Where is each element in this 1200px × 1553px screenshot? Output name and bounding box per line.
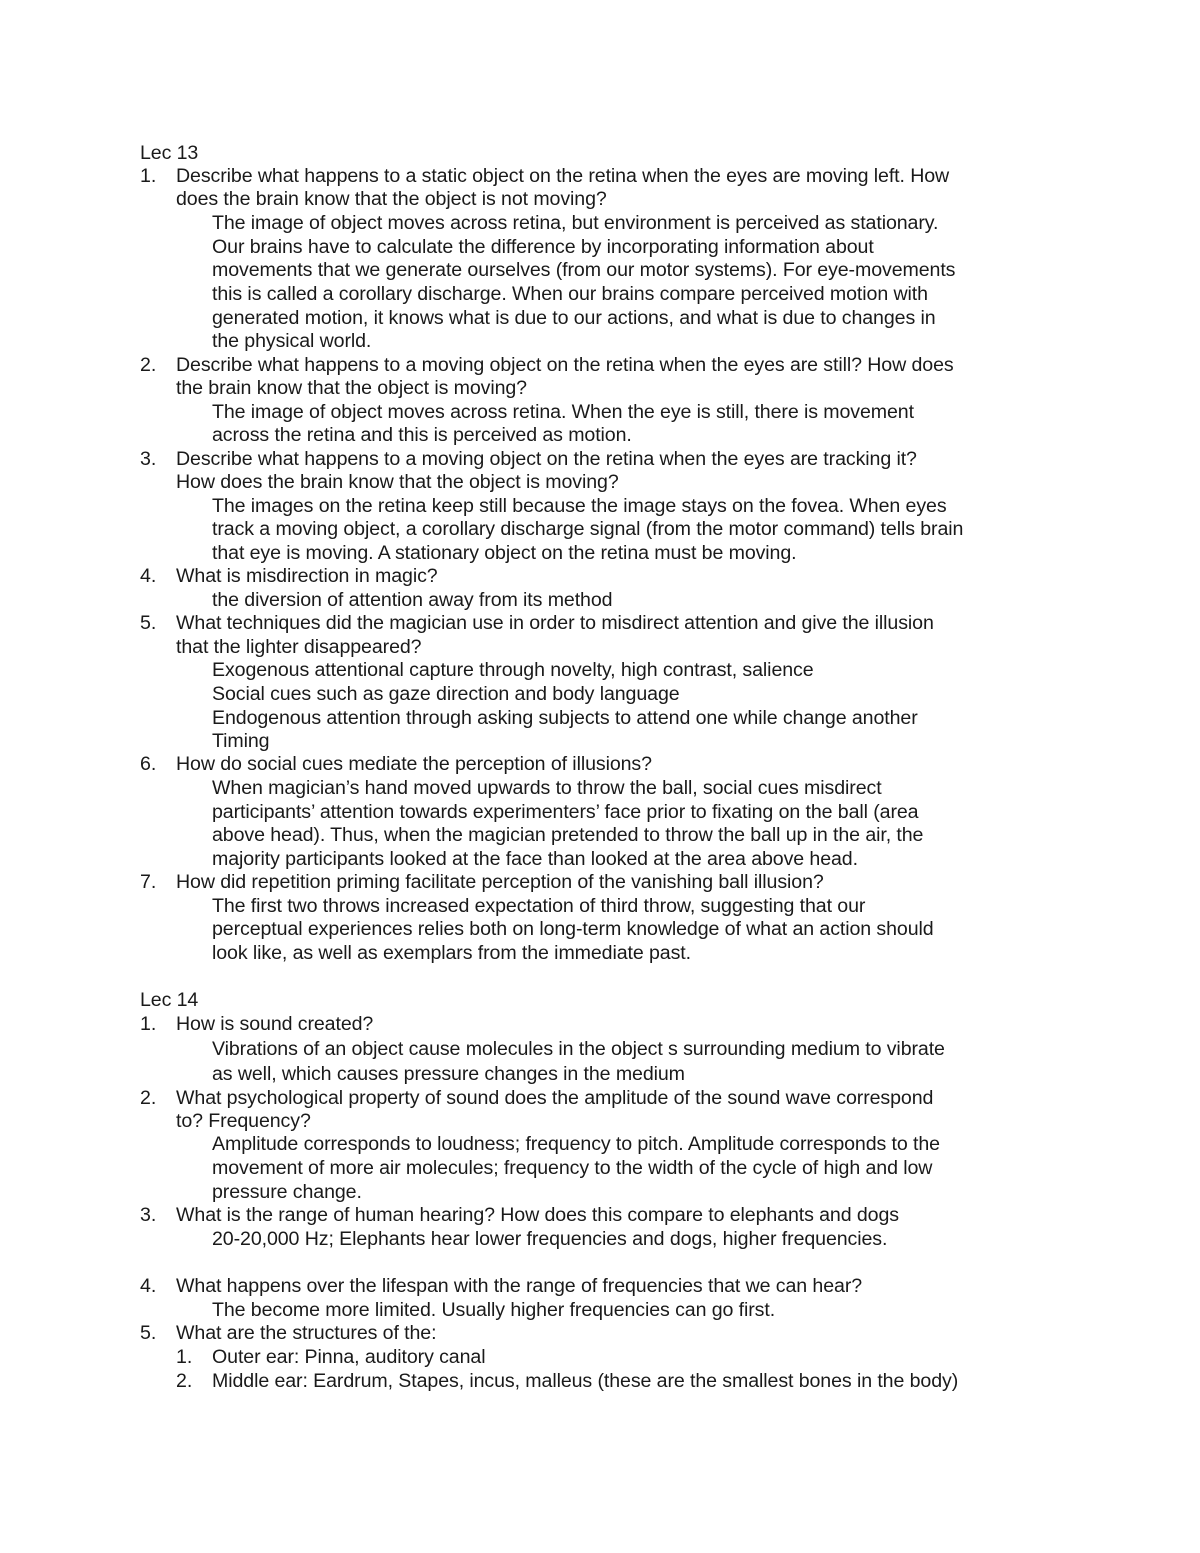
answer-line: that eye is moving. A stationary object on the retina must be moving. [212, 542, 797, 564]
question-line: that the lighter disappeared? [176, 636, 422, 658]
answer-line: Amplitude corresponds to loudness; frequency to pitch. Amplitude corresponds to the [212, 1133, 940, 1155]
question-line: What are the structures of the: [176, 1322, 437, 1344]
answer-line: movements that we generate ourselves (from our motor systems). For eye-movements [212, 259, 956, 281]
answer-line: as well, which causes pressure changes in the medium [212, 1063, 685, 1085]
answer-line: movement of more air molecules; frequency to the width of the cycle of high and low [212, 1157, 933, 1179]
question-line: Describe what happens to a moving object on the retina when the eyes are still? How does [176, 354, 954, 376]
answer-line: the diversion of attention away from its method [212, 589, 613, 611]
answer-line: Vibrations of an object cause molecules in the object s surrounding medium to vibrate [212, 1038, 945, 1060]
question-line: Describe what happens to a moving object on the retina when the eyes are tracking it? [176, 448, 917, 470]
question-line: What psychological property of sound does the amplitude of the sound wave correspond [176, 1087, 934, 1109]
question-line: What happens over the lifespan with the range of frequencies that we can hear? [176, 1275, 863, 1297]
section-heading: Lec 14 [140, 989, 199, 1011]
question-line: to? Frequency? [176, 1110, 311, 1132]
subitem-number: 2. [176, 1370, 193, 1392]
answer-line: The images on the retina keep still because the image stays on the fovea. When eyes [212, 495, 947, 517]
item-number: 4. [140, 565, 157, 587]
question-line: What is the range of human hearing? How does this compare to elephants and dogs [176, 1204, 899, 1226]
answer-line: this is called a corollary discharge. When our brains compare perceived motion with [212, 283, 928, 305]
answer-line: When magician’s hand moved upwards to throw the ball, social cues misdirect [212, 777, 882, 799]
item-number: 5. [140, 1322, 157, 1344]
question-line: How is sound created? [176, 1013, 374, 1035]
answer-line: pressure change. [212, 1181, 362, 1203]
item-number: 2. [140, 1087, 157, 1109]
answer-line: across the retina and this is perceived as motion. [212, 424, 632, 446]
answer-line: perceptual experiences relies both on long-term knowledge of what an action should [212, 918, 934, 940]
answer-line: The become more limited. Usually higher frequencies can go first. [212, 1299, 776, 1321]
answer-line: Social cues such as gaze direction and body language [212, 683, 680, 705]
answer-line: Exogenous attentional capture through novelty, high contrast, salience [212, 659, 814, 681]
answer-line: the physical world. [212, 330, 372, 352]
subitem-text: Outer ear: Pinna, auditory canal [212, 1346, 486, 1368]
answer-line: participants’ attention towards experimenters’ face prior to fixating on the ball (area [212, 801, 919, 823]
question-line: does the brain know that the object is not moving? [176, 188, 607, 210]
subitem-text: Middle ear: Eardrum, Stapes, incus, malleus (these are the smallest bones in the body) [212, 1370, 959, 1392]
question-line: How do social cues mediate the perception of illusions? [176, 753, 652, 775]
item-number: 1. [140, 1013, 157, 1035]
answer-line: look like, as well as exemplars from the immediate past. [212, 942, 691, 964]
answer-line: Endogenous attention through asking subjects to attend one while change another [212, 707, 918, 729]
answer-line: The first two throws increased expectation of third throw, suggesting that our [212, 895, 866, 917]
item-number: 3. [140, 448, 157, 470]
answer-line: 20-20,000 Hz; Elephants hear lower frequencies and dogs, higher frequencies. [212, 1228, 888, 1250]
answer-line: The image of object moves across retina, but environment is perceived as stationary. [212, 212, 939, 234]
section-heading: Lec 13 [140, 142, 199, 164]
subitem-number: 1. [176, 1346, 193, 1368]
item-number: 6. [140, 753, 157, 775]
answer-line: The image of object moves across retina. When the eye is still, there is movement [212, 401, 914, 423]
answer-line: Timing [212, 730, 270, 752]
item-number: 4. [140, 1275, 157, 1297]
question-line: the brain know that the object is moving? [176, 377, 527, 399]
item-number: 5. [140, 612, 157, 634]
item-number: 7. [140, 871, 157, 893]
item-number: 1. [140, 165, 157, 187]
question-line: How did repetition priming facilitate perception of the vanishing ball illusion? [176, 871, 824, 893]
answer-line: majority participants looked at the face than looked at the area above head. [212, 848, 858, 870]
question-line: What is misdirection in magic? [176, 565, 438, 587]
answer-line: generated motion, it knows what is due to our actions, and what is due to changes in [212, 307, 936, 329]
answer-line: Our brains have to calculate the difference by incorporating information about [212, 236, 874, 258]
item-number: 3. [140, 1204, 157, 1226]
question-line: How does the brain know that the object is moving? [176, 471, 619, 493]
answer-line: track a moving object, a corollary discharge signal (from the motor command) tells brain [212, 518, 964, 540]
question-line: What techniques did the magician use in order to misdirect attention and give the illusion [176, 612, 934, 634]
item-number: 2. [140, 354, 157, 376]
question-line: Describe what happens to a static object on the retina when the eyes are moving left. How [176, 165, 950, 187]
answer-line: above head). Thus, when the magician pretended to throw the ball up in the air, the [212, 824, 924, 846]
